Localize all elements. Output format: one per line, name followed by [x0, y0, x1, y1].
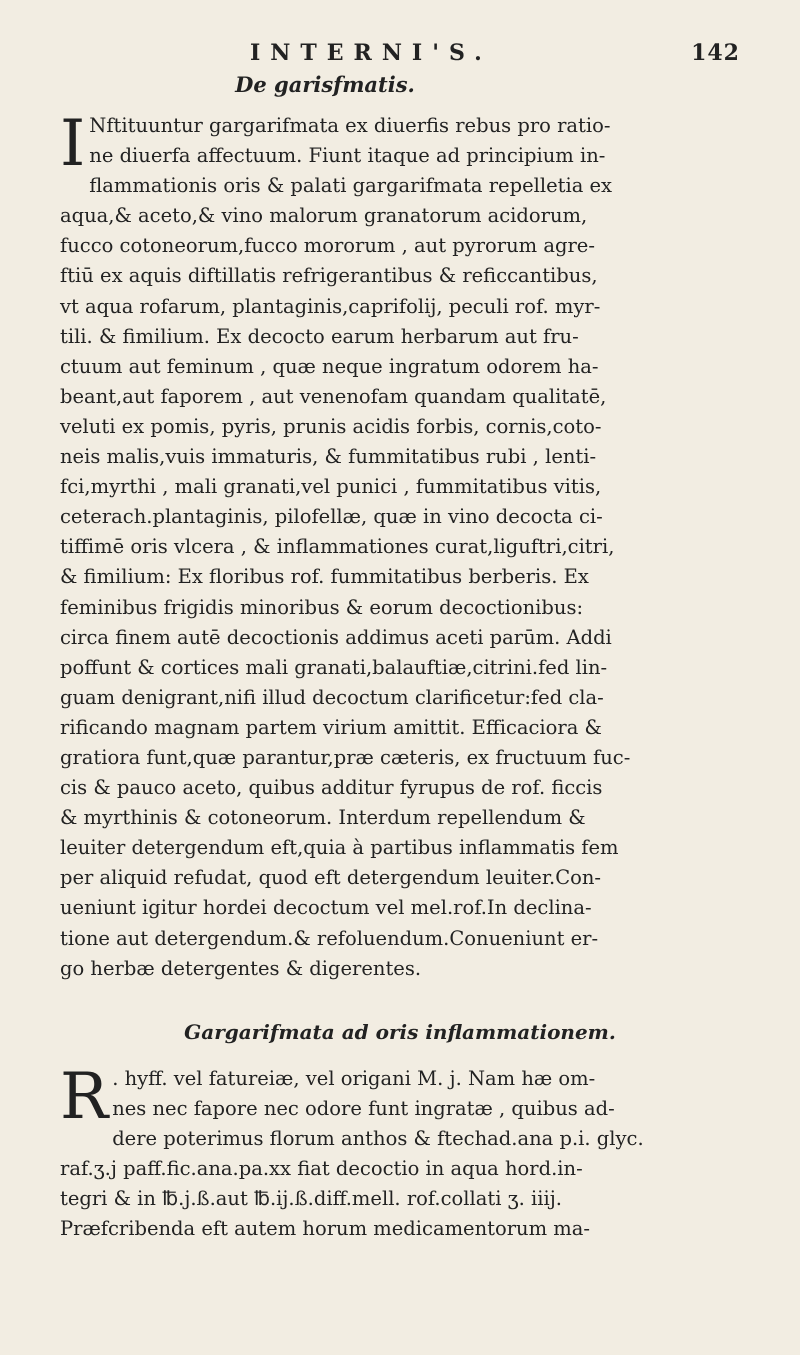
text-line: ftiū ex aquis diftillatis refrigerantibus & reficcantibus,	[60, 264, 598, 288]
text-line: & myrthinis & cotoneorum. Interdum repellendum &	[60, 806, 586, 830]
text-line: beant,aut faporem , aut venenofam quandam qualitatē,	[60, 384, 607, 408]
text-line: tiffimē oris vlcera , & inflammationes curat,liguftri,citri,	[60, 535, 615, 559]
page-number: 142	[691, 40, 740, 66]
paragraph-2	[60, 1059, 740, 1245]
text-line: fci,myrthi , mali granati,vel punici , fummitatibus vitis,	[60, 475, 602, 499]
text-line: . hyff. vel fatureiæ, vel origani M. j. Nam hæ om-	[112, 1066, 596, 1090]
drop-cap-letter: R	[60, 1059, 109, 1134]
text-line: cis & pauco aceto, quibus additur fyrupus de rof. ficcis	[60, 776, 603, 800]
running-title: INTERNI'S.	[250, 40, 492, 66]
text-line: Præfcribenda eft autem horum medicamentorum ma-	[60, 1217, 591, 1241]
text-line: gratiora funt,quæ parantur,præ cæteris, ex fructuum fuc-	[60, 745, 631, 769]
text-line: nes nec fapore nec odore funt ingratæ , quibus ad-	[112, 1096, 615, 1120]
text-line: fucco cotoneorum,fucco mororum , aut pyrorum agre-	[60, 234, 595, 258]
text-line: per aliquid refudat, quod eft detergendum leuiter.Con-	[60, 866, 602, 890]
text-line: feminibus frigidis minoribus & eorum decoctionibus:	[60, 595, 584, 619]
text-line: vt aqua rofarum, plantaginis,caprifolij, peculi rof. myr-	[60, 294, 601, 318]
text-line: dere poterimus florum anthos & ftechad.ana p.i. glyc.	[112, 1126, 644, 1150]
paragraph-1	[60, 107, 740, 984]
text-line: leuiter detergendum eft,quia à partibus inflammatis fem	[60, 836, 619, 860]
text-line: aqua,& aceto,& vino malorum granatorum acidorum,	[60, 204, 588, 228]
text-line: neis malis,vuis immaturis, & fummitatibus rubi , lenti-	[60, 445, 597, 469]
text-line: flammationis oris & palati gargarifmata repelletia ex	[89, 174, 613, 198]
text-line: tegri & in ℔.j.ß.aut ℔.ij.ß.diff.mell. rof.collati ʒ. iiij.	[60, 1187, 563, 1211]
text-line: tili. & fimilium. Ex decocto earum herbarum aut fru-	[60, 324, 579, 348]
text-line: & fimilium: Ex floribus rof. fummitatibus berberis. Ex	[60, 565, 589, 589]
drop-cap-letter: I	[60, 107, 86, 181]
text-line: poffunt & cortices mali granati,balauftiæ,citrini.fed lin-	[60, 655, 608, 679]
sub-heading: Gargarifmata ad oris inflammationem.	[184, 1019, 616, 1044]
text-line: tione aut detergendum.& refoluendum.Conueniunt er-	[60, 926, 599, 950]
text-line: raf.ʒ.j paff.fic.ana.pa.xx fiat decoctio in aqua hord.in-	[60, 1157, 583, 1180]
section-title: De garisfmatis.	[235, 72, 415, 97]
text-line: guam denigrant,nifi illud decoctum clarificetur:fed cla-	[60, 685, 604, 709]
text-line: ne diuerfa affectuum. Fiunt itaque ad principium in-	[89, 144, 606, 168]
text-line: Nftituuntur gargarifmata ex diuerfis rebus pro ratio-	[89, 114, 611, 137]
text-line: rificando magnam partem virium amittit. Efficaciora &	[60, 715, 602, 739]
text-line: veluti ex pomis, pyris, prunis acidis forbis, cornis,coto-	[60, 414, 602, 438]
text-line: circa finem autē decoctionis addimus aceti parūm. Addi	[60, 625, 612, 649]
running-head	[60, 40, 740, 66]
text-line: ueniunt igitur hordei decoctum vel mel.rof.In declina-	[60, 896, 592, 920]
text-line: ceterach.plantaginis, pilofellæ, quæ in vino decocta ci-	[60, 505, 603, 529]
text-line: ctuum aut feminum , quæ neque ingratum odorem ha-	[60, 354, 599, 378]
text-line: go herbæ detergentes & digerentes.	[60, 956, 422, 980]
